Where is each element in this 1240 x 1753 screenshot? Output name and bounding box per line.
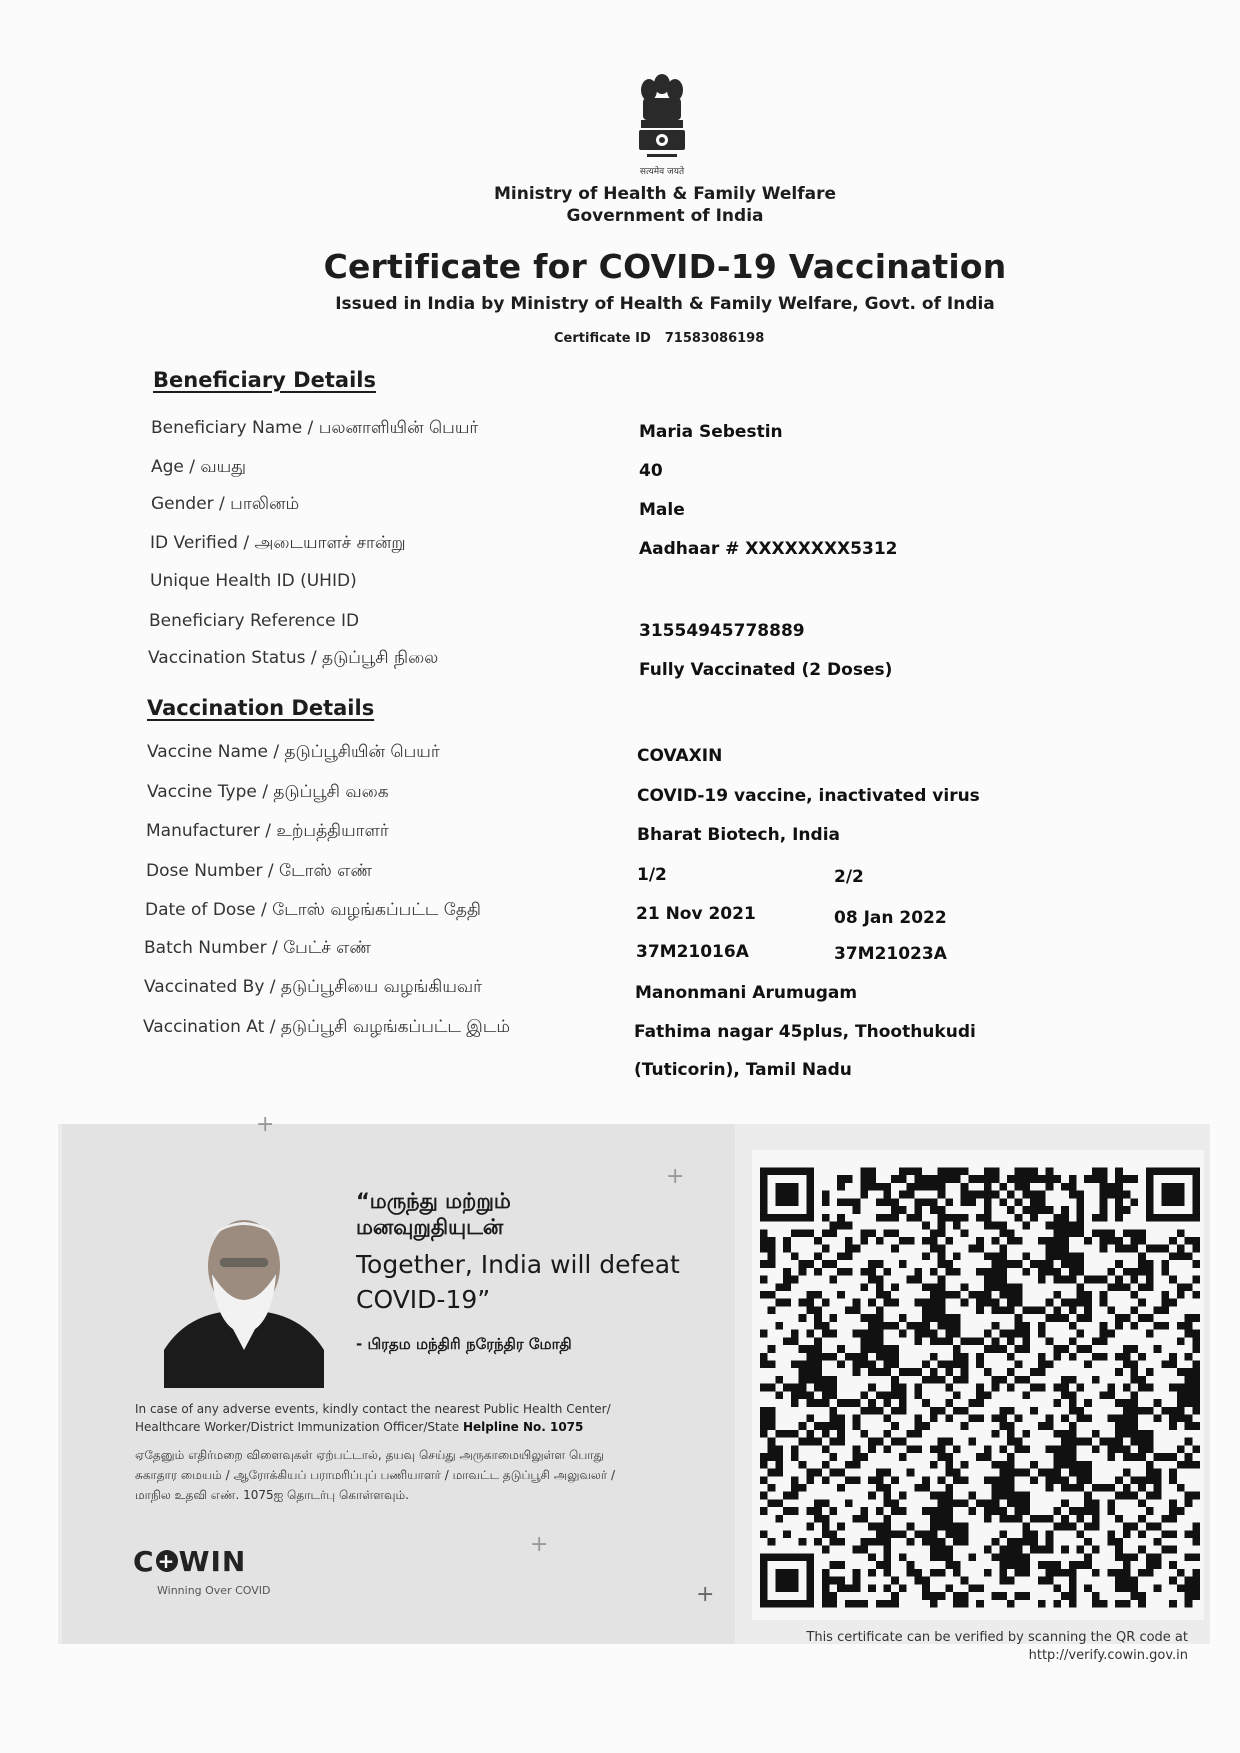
dose2-number-value: 2/2	[834, 867, 864, 887]
detail-row	[0, 1017, 1240, 1047]
national-emblem-icon	[633, 70, 691, 178]
advisory-english-line2	[135, 1420, 583, 1434]
cowin-tagline: Winning Over COVID	[157, 1584, 271, 1597]
detail-row	[0, 821, 1240, 851]
ministry-name: Ministry of Health & Family Welfare	[494, 184, 836, 204]
detail-label: Dose Number / டோஸ் எண்	[146, 861, 373, 881]
detail-label: Vaccine Name / தடுப்பூசியின் பெயர்	[147, 742, 440, 762]
detail-label: Age / வயது	[151, 457, 247, 477]
dose2-batch-value: 37M21023A	[834, 944, 947, 964]
quote-attribution: - பிரதம மந்திரி நரேந்திர மோதி	[356, 1335, 572, 1353]
quote-english-line1: Together, India will defeat	[356, 1250, 680, 1279]
plus-icon: +	[156, 1550, 178, 1572]
detail-row	[0, 571, 1240, 601]
detail-label: Gender / பாலினம்	[151, 494, 300, 514]
cowin-logo-left: C	[133, 1545, 155, 1578]
quote-tamil-line2: மனவுறுதியுடன்	[356, 1215, 504, 1239]
vaccination-at-value: Fathima nagar 45plus, Thoothukudi	[634, 1022, 976, 1042]
beneficiary-details-heading: Beneficiary Details	[153, 368, 376, 392]
detail-label: ID Verified / அடையாளச் சான்று	[150, 533, 406, 553]
detail-row	[0, 900, 1240, 930]
gender-value: Male	[639, 500, 685, 520]
dose2-date-value: 08 Jan 2022	[834, 908, 947, 928]
detail-row	[0, 533, 1240, 563]
detail-row	[0, 938, 1240, 968]
dose1-number-value: 1/2	[637, 865, 667, 885]
detail-label: Date of Dose / டோஸ் வழங்கப்பட்ட தேதி	[145, 900, 481, 920]
detail-label: Batch Number / பேட்ச் எண்	[144, 938, 372, 958]
prime-minister-photo	[164, 1200, 324, 1388]
emblem-caption: सत्यमेव जयते	[639, 167, 685, 177]
detail-row	[0, 494, 1240, 524]
cowin-logo	[133, 1545, 246, 1578]
quote-tamil-line1: “மருந்து மற்றும்	[356, 1189, 511, 1213]
vaccine-name-value: COVAXIN	[637, 746, 723, 766]
detail-row	[0, 418, 1240, 448]
detail-label: Beneficiary Name / பலனாளியின் பெயர்	[151, 418, 479, 438]
detail-row	[0, 1060, 1240, 1090]
detail-label: Unique Health ID (UHID)	[150, 571, 357, 591]
detail-row	[0, 782, 1240, 812]
detail-label: Vaccine Type / தடுப்பூசி வகை	[147, 782, 389, 802]
vaccination-details-heading: Vaccination Details	[147, 696, 375, 720]
detail-row	[0, 648, 1240, 678]
certificate-id-label: Certificate ID	[554, 331, 651, 346]
age-value: 40	[639, 461, 663, 481]
dose1-batch-value: 37M21016A	[636, 942, 749, 962]
detail-label: Beneficiary Reference ID	[149, 611, 360, 631]
certificate-id-value: 71583086198	[664, 331, 765, 346]
vaccination-status-value: Fully Vaccinated (2 Doses)	[639, 660, 893, 680]
cowin-logo-right: WIN	[178, 1545, 247, 1578]
reference-id-value: 31554945778889	[639, 621, 805, 641]
quote-english-line2: COVID-19”	[356, 1285, 491, 1314]
vaccination-at-value-line2: (Tuticorin), Tamil Nadu	[634, 1060, 852, 1080]
verification-url: http://verify.cowin.gov.in	[1028, 1648, 1188, 1663]
detail-row	[0, 742, 1240, 772]
detail-row	[0, 861, 1240, 891]
certificate-subtitle: Issued in India by Ministry of Health & Family Welfare, Govt. of India	[335, 294, 995, 314]
dose1-date-value: 21 Nov 2021	[636, 904, 756, 924]
certificate-title: Certificate for COVID-19 Vaccination	[323, 247, 1007, 286]
certificate-id	[554, 331, 764, 346]
vaccinated-by-value: Manonmani Arumugam	[635, 983, 858, 1003]
detail-row	[0, 977, 1240, 1007]
advisory-english-line1: In case of any adverse events, kindly contact the nearest Public Health Center/	[135, 1402, 611, 1416]
vaccine-type-value: COVID-19 vaccine, inactivated virus	[637, 786, 980, 806]
detail-row	[0, 457, 1240, 487]
id-verified-value: Aadhaar # XXXXXXXX5312	[639, 539, 898, 559]
beneficiary-name-value: Maria Sebestin	[639, 422, 783, 442]
detail-label: Vaccination Status / தடுப்பூசி நிலை	[148, 648, 439, 668]
government-name: Government of India	[566, 206, 764, 226]
detail-label: Vaccination At / தடுப்பூசி வழங்கப்பட்ட இடம்	[143, 1017, 511, 1037]
advisory-tamil-line2: சுகாதார மையம் / ஆரோக்கியப் பராமரிப்புப் பணியாளர் / மாவட்ட தடுப்பூசி அலுவலர் /	[135, 1468, 616, 1482]
detail-label: Vaccinated By / தடுப்பூசியை வழங்கியவர்	[144, 977, 483, 997]
registration-mark-icon: +	[530, 1532, 549, 1557]
qr-code-icon	[760, 1166, 1200, 1609]
verification-note: This certificate can be verified by scanning the QR code at	[806, 1630, 1188, 1645]
advisory-text: Healthcare Worker/District Immunization Officer/State	[135, 1420, 460, 1434]
registration-mark-icon: +	[666, 1164, 685, 1189]
helpline-number: Helpline No. 1075	[462, 1420, 584, 1434]
manufacturer-value: Bharat Biotech, India	[637, 825, 841, 845]
advisory-tamil-line1: ஏதேனும் எதிர்மறை விளைவுகள் ஏற்பட்டால், தயவு செய்து அருகாமையிலுள்ள பொது	[135, 1448, 604, 1462]
advisory-tamil-line3: மாநில உதவி எண். 1075ஐ தொடர்பு கொள்ளவும்.	[135, 1488, 409, 1502]
registration-mark-icon: +	[696, 1582, 715, 1607]
detail-row	[0, 611, 1240, 641]
registration-mark-icon: +	[256, 1112, 275, 1137]
detail-label: Manufacturer / உற்பத்தியாளர்	[146, 821, 389, 841]
